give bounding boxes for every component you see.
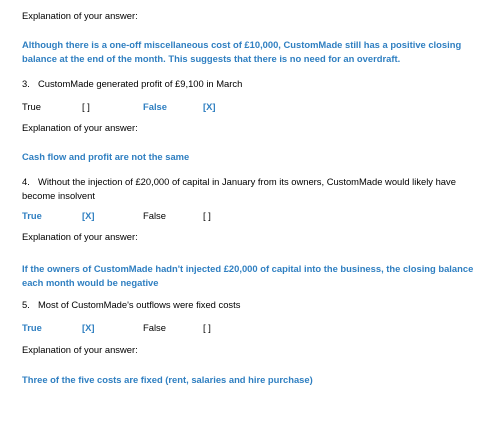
answer-text: If the owners of CustomMade hadn't injected £20,000 of capital into the business, the closing balance each month would be negative xyxy=(22,263,474,288)
true-checkbox[interactable]: [X] xyxy=(82,210,95,221)
true-label: True xyxy=(22,322,42,333)
false-label: False xyxy=(143,101,167,112)
true-checkbox[interactable]: [X] xyxy=(82,322,95,333)
explanation-label: Explanation of your answer: xyxy=(22,10,138,21)
explanation-label: Explanation of your answer: xyxy=(22,344,138,355)
answer-text: Three of the five costs are fixed (rent, salaries and hire purchase) xyxy=(22,374,313,385)
true-false-row-3 xyxy=(22,100,492,114)
answer-text: Although there is a one-off miscellaneous cost of £10,000, CustomMade still has a positive closing balance at the end of the month. This suggests that there is no need for an overdraft. xyxy=(22,39,462,64)
answer-text: Cash flow and profit are not the same xyxy=(22,151,190,162)
question-number: 4. xyxy=(22,176,30,187)
true-label: True xyxy=(22,101,41,112)
true-false-row-5 xyxy=(22,321,492,335)
question-text: CustomMade generated profit of £9,100 in March xyxy=(38,78,243,89)
question-4 xyxy=(22,175,488,203)
false-label: False xyxy=(143,322,166,333)
explanation-label: Explanation of your answer: xyxy=(22,231,138,242)
false-checkbox[interactable]: [X] xyxy=(203,101,216,112)
true-false-row-4 xyxy=(22,209,492,223)
question-number: 5. xyxy=(22,299,30,310)
explanation-label: Explanation of your answer: xyxy=(22,122,138,133)
false-checkbox[interactable]: [ ] xyxy=(203,210,211,221)
true-label: True xyxy=(22,210,42,221)
false-checkbox[interactable]: [ ] xyxy=(203,322,211,333)
question-text: Without the injection of £20,000 of capital in January from its owners, CustomMade would likely have become insolvent xyxy=(22,176,456,201)
true-checkbox[interactable]: [ ] xyxy=(82,101,90,112)
question-5 xyxy=(22,298,488,312)
question-text: Most of CustomMade's outflows were fixed costs xyxy=(38,299,241,310)
false-label: False xyxy=(143,210,166,221)
question-number: 3. xyxy=(22,78,30,89)
question-3 xyxy=(22,77,488,91)
